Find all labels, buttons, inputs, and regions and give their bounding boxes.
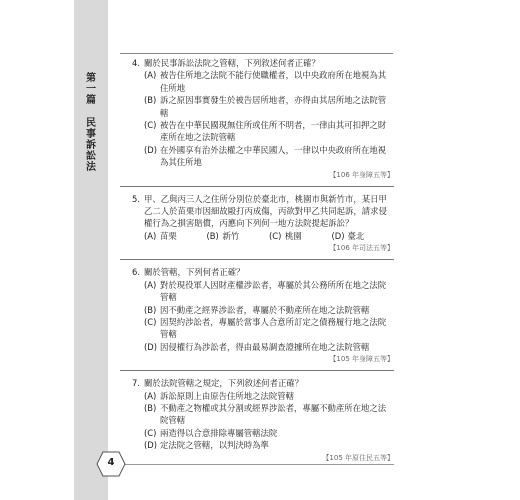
option-text: 定法院之管轄，以判決時為準 [160,440,269,451]
question-6 [132,266,394,365]
question-stem: 關於法院管轄之規定，下列敘述何者正確？ [144,378,304,389]
option-label: (D) [331,230,345,241]
sidebar-chapter-label [82,73,100,173]
option-text: 在外國享有治外法權之中華民國人，一律以中央政府所在地視為其住所地 [160,144,387,168]
option-label: (D) [144,144,157,155]
page-number-badge [96,451,126,477]
option-label: (C) [269,230,282,241]
question-list [132,57,394,464]
option-text: 臺北 [347,230,365,241]
option-d [132,144,394,169]
option-b [132,94,394,119]
option-label: (C) [144,316,157,327]
option-label: (B) [144,95,157,106]
question-divider [120,259,394,260]
question-divider [120,186,394,187]
question-stem: 關於管轄，下列何者正確？ [144,267,245,278]
top-divider [120,53,393,54]
option-d [332,230,395,242]
option-label: (A) [144,230,157,241]
question-number: 7. [132,378,140,389]
option-c [269,230,332,242]
option-c [132,119,394,144]
option-text: 訴之原因事實發生於被告居所地者，亦得由其居所地之法院管轄 [160,95,387,118]
option-label: (B) [206,230,219,241]
chapter-sidebar [74,0,108,500]
option-text: 兩造得以合意排除專屬管轄法院 [160,427,278,438]
sidebar-part: 第 一 篇 [86,73,96,106]
option-label: (D) [144,440,157,451]
option-b [132,402,394,427]
question-7 [132,377,394,463]
option-label: (C) [144,427,157,438]
option-a [132,279,394,304]
page-number: 4 [107,457,115,468]
option-b [207,230,270,242]
option-text: 因不動產之經界涉訟者，專屬於不動產所在地之法院管轄 [160,304,370,315]
question-5 [132,193,394,255]
option-label: (D) [144,341,157,352]
option-text: 被告在中華民國現無住所或住所不明者，一律由其可扣押之財產所在地之法院管轄 [160,120,387,143]
option-label: (A) [144,70,157,81]
option-b [132,304,394,316]
exam-source: 【105 年原住民五等】 [322,453,394,462]
question-divider [120,370,394,371]
option-text: 不動產之物權或其分割或經界涉訟者，專屬不動產所在地之法院管轄 [160,402,387,426]
question-4 [132,57,394,181]
question-number: 6. [132,267,140,278]
question-number: 4. [132,58,140,68]
option-label: (C) [144,120,157,131]
option-label: (B) [144,402,157,413]
option-text: 新竹 [222,230,240,241]
option-label: (B) [144,304,157,315]
exam-source: 【105 年身障五等】 [329,355,394,364]
question-stem: 甲、乙與丙三人之住所分別位於臺北市，桃園市與新竹市，某日甲乙二人於苗栗市因細故毆打丙成傷，丙欲對甲乙共同起訴，請求侵權行為之損害賠償，丙應向下列何一地方法院提起訴訟？ [144,193,387,229]
option-text: 訴訟原則上由原告住所地之法院管轄 [160,390,294,401]
option-text: 被告住所地之法院不能行使職權者，以中央政府所在地視為其住所地 [160,70,387,93]
option-c [132,427,394,439]
option-label: (A) [144,279,157,290]
sidebar-title: 民 事 訴 訟 法 [86,118,96,173]
options-row [132,230,394,242]
option-c [132,316,394,341]
option-a [132,69,394,94]
option-text: 因契約涉訟者，專屬於當事人合意所訂定之債務履行地之法院管轄 [160,316,387,340]
option-a [144,230,207,242]
option-text: 桃園 [285,230,302,241]
option-text: 苗栗 [160,230,177,241]
option-d [132,341,394,353]
exam-source: 【106 年身障五等】 [329,170,394,179]
option-a [132,390,394,402]
exam-source: 【106 年司法五等】 [329,244,394,253]
question-stem: 關於民事訴訟法院之管轄，下列敘述何者正確？ [144,58,320,68]
option-text: 因侵權行為涉訟者，得由最易調查證據所在地之法院管轄 [160,341,370,352]
option-text: 對於現役軍人因財產權涉訟者，專屬於其公務所所在地之法院管轄 [160,279,387,303]
option-label: (A) [144,390,157,401]
bottom-divider [122,464,394,465]
question-number: 5. [132,193,140,204]
option-d [132,439,394,451]
